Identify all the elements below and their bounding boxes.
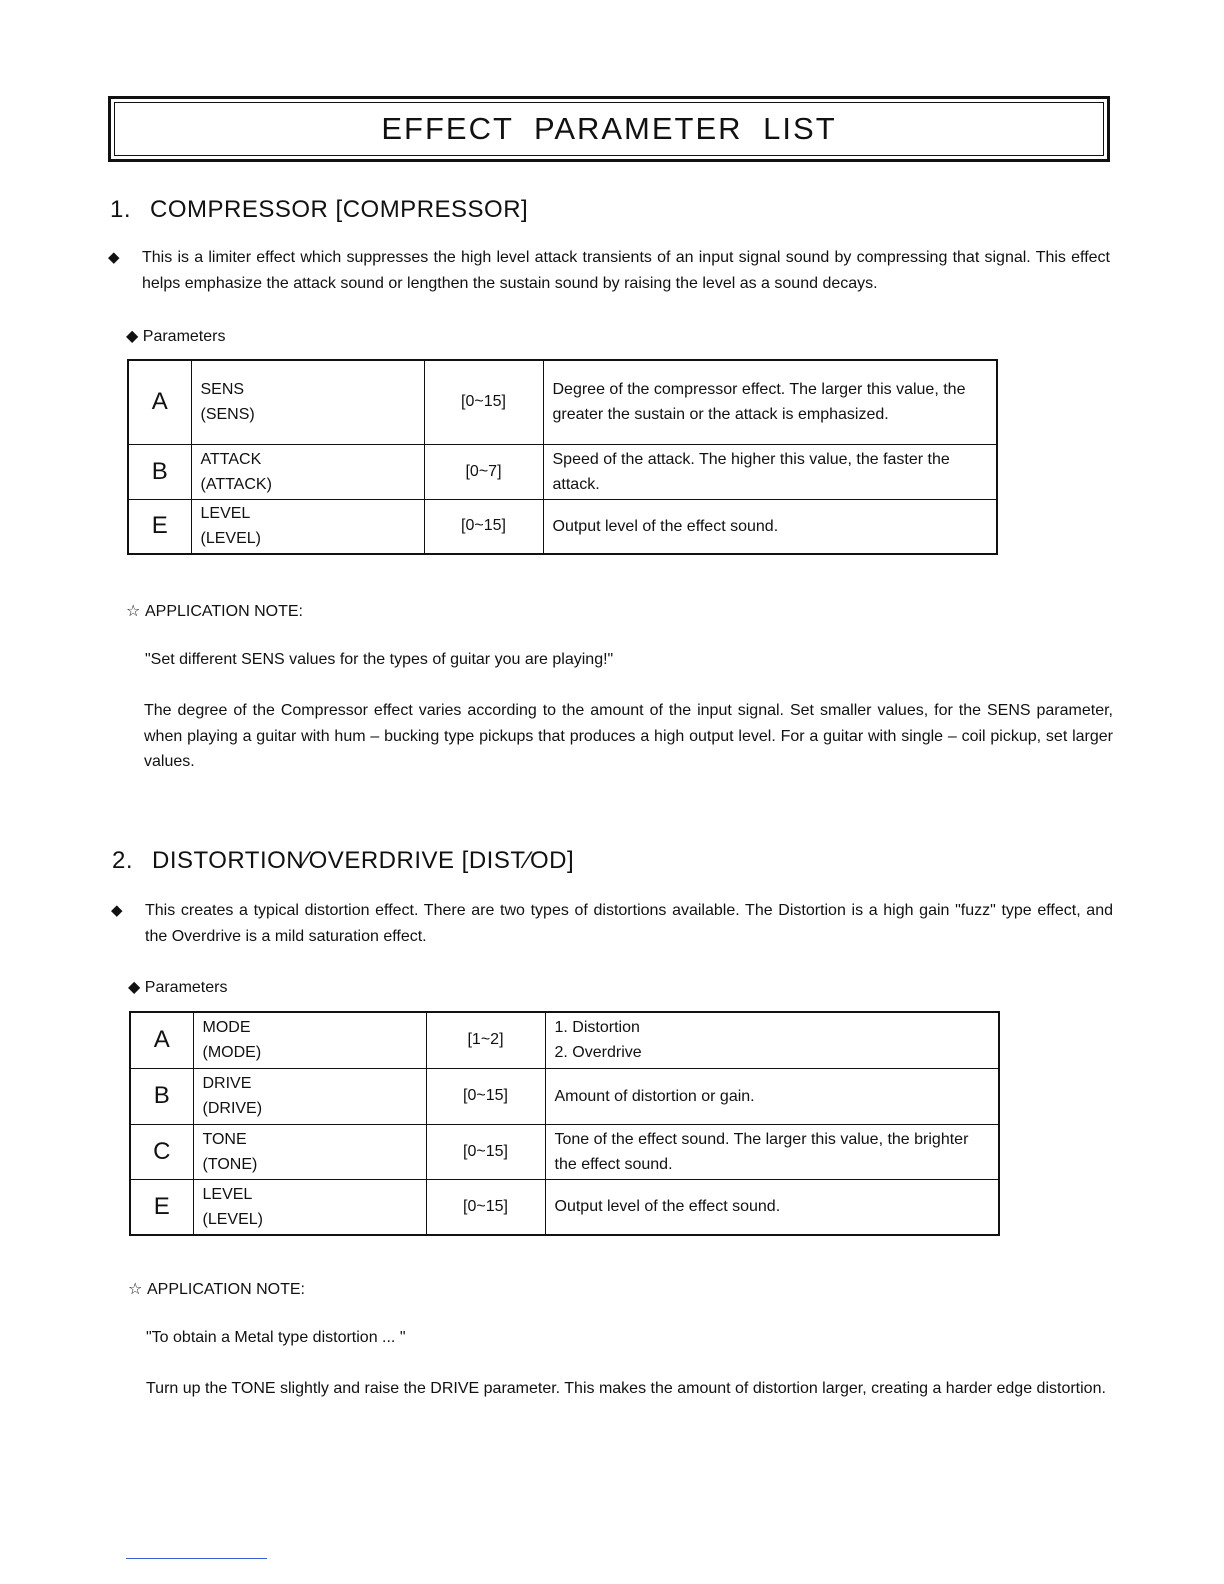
- mode-option: 1. Distortion: [554, 1019, 640, 1037]
- table-row: [128, 360, 997, 444]
- param-alt-name: (LEVEL): [202, 1210, 263, 1228]
- param-key: B: [128, 444, 191, 499]
- application-note-body: Turn up the TONE slightly and raise the DRIVE parameter. This makes the amount of distortion larger, creating a harder edge distortion.: [146, 1380, 1106, 1397]
- param-range: [0~15]: [424, 499, 543, 554]
- diamond-bullet-icon: ◆: [108, 249, 120, 266]
- param-alt-name: (LEVEL): [200, 530, 261, 548]
- param-key: B: [130, 1068, 193, 1124]
- param-name-cell: [191, 499, 424, 554]
- star-icon: ☆: [128, 1281, 143, 1298]
- param-name: ATTACK: [200, 450, 262, 468]
- section-number: 2.: [112, 847, 134, 874]
- param-range: [0~15]: [426, 1068, 545, 1124]
- application-note-label: [126, 601, 303, 621]
- application-note-label-text: APPLICATION NOTE:: [145, 603, 303, 620]
- param-key: E: [128, 499, 191, 554]
- param-range: [0~15]: [426, 1124, 545, 1179]
- page-title-inner-frame: [114, 102, 1104, 156]
- param-range: [0~15]: [426, 1179, 545, 1235]
- param-description: [545, 1012, 999, 1068]
- param-key: E: [130, 1179, 193, 1235]
- param-name-cell: [193, 1124, 426, 1179]
- table-row: [130, 1179, 999, 1235]
- footer-rule: [126, 1558, 267, 1559]
- param-alt-name: (MODE): [202, 1044, 262, 1062]
- application-note-label-text: APPLICATION NOTE:: [147, 1281, 305, 1298]
- parameter-table-compressor: [127, 359, 998, 555]
- param-name-cell: [193, 1179, 426, 1235]
- param-name-cell: [193, 1012, 426, 1068]
- table-row: [130, 1124, 999, 1179]
- table-row: [130, 1012, 999, 1068]
- param-description: Output level of the effect sound.: [545, 1179, 999, 1235]
- parameters-label: [126, 326, 225, 346]
- param-name-cell: [191, 360, 424, 444]
- section-heading-distortion: [112, 847, 574, 875]
- param-name-cell: [193, 1068, 426, 1124]
- section-intro-text: This creates a typical distortion effect. There are two types of distortions available. The Distortion is a high gain "fuzz" type effect, and the Overdrive is a mild saturation effect.: [145, 902, 1113, 945]
- section-number: 1.: [110, 196, 132, 223]
- param-name: LEVEL: [202, 1185, 253, 1203]
- param-description: Tone of the effect sound. The larger this value, the brighter the effect sound.: [545, 1124, 999, 1179]
- page-title: EFFECT PARAMETER LIST: [381, 111, 837, 146]
- param-key: A: [130, 1012, 193, 1068]
- star-icon: ☆: [126, 603, 141, 620]
- param-key: C: [130, 1124, 193, 1179]
- parameters-label-text: Parameters: [144, 979, 228, 996]
- section-intro: [111, 898, 1113, 949]
- mode-option: 2. Overdrive: [554, 1044, 642, 1062]
- param-key: A: [128, 360, 191, 444]
- param-name: DRIVE: [202, 1075, 252, 1092]
- param-alt-name: (ATTACK): [200, 475, 272, 493]
- application-note-quote: "Set different SENS values for the types of guitar you are playing!": [145, 651, 614, 668]
- param-range: [0~7]: [424, 444, 543, 499]
- application-note-label: [128, 1279, 305, 1299]
- param-alt-name: (TONE): [202, 1155, 258, 1173]
- param-name-cell: [191, 444, 424, 499]
- param-range: [1~2]: [426, 1012, 545, 1068]
- param-name: SENS: [200, 381, 245, 399]
- parameters-label-text: Parameters: [142, 328, 226, 345]
- application-note-body: The degree of the Compressor effect varies according to the amount of the input signal. Set smaller values, for the SENS parameter, when playing a guitar with hum – bucking type pickups that produces a high output level. For a guitar with single – coil pickup, set larger values.: [144, 702, 1113, 770]
- param-alt-name: (DRIVE): [202, 1100, 263, 1117]
- diamond-bullet-icon: ◆: [111, 902, 123, 919]
- param-name: LEVEL: [200, 505, 251, 523]
- table-row: [130, 1068, 999, 1124]
- parameters-label: [128, 977, 227, 997]
- section-title: DISTORTION⁄OVERDRIVE [DIST⁄OD]: [152, 847, 575, 874]
- section-intro: [108, 245, 1110, 296]
- table-row: [128, 444, 997, 499]
- param-description: Output level of the effect sound.: [543, 499, 997, 554]
- page-title-frame: [108, 96, 1110, 162]
- diamond-bullet-icon: ◆: [128, 979, 141, 996]
- param-name: MODE: [202, 1019, 251, 1037]
- param-description: Degree of the compressor effect. The larger this value, the greater the sustain or the attack is emphasized.: [543, 360, 997, 444]
- param-description: Speed of the attack. The higher this value, the faster the attack.: [543, 444, 997, 499]
- application-note-quote: "To obtain a Metal type distortion ... ": [146, 1329, 406, 1346]
- param-range: [0~15]: [424, 360, 543, 444]
- diamond-bullet-icon: ◆: [126, 328, 139, 345]
- param-alt-name: (SENS): [200, 406, 255, 424]
- section-title: COMPRESSOR [COMPRESSOR]: [150, 196, 529, 223]
- param-name: TONE: [202, 1130, 247, 1148]
- table-row: [128, 499, 997, 554]
- parameter-table-distortion: [129, 1011, 1000, 1236]
- param-description: Amount of distortion or gain.: [545, 1068, 999, 1124]
- section-intro-text: This is a limiter effect which suppresses the high level attack transients of an input signal sound by compressing that signal. This effect helps emphasize the attack sound or lengthen the sustain sound by raising the level as a sound decays.: [142, 249, 1110, 292]
- section-heading-compressor: [110, 196, 528, 224]
